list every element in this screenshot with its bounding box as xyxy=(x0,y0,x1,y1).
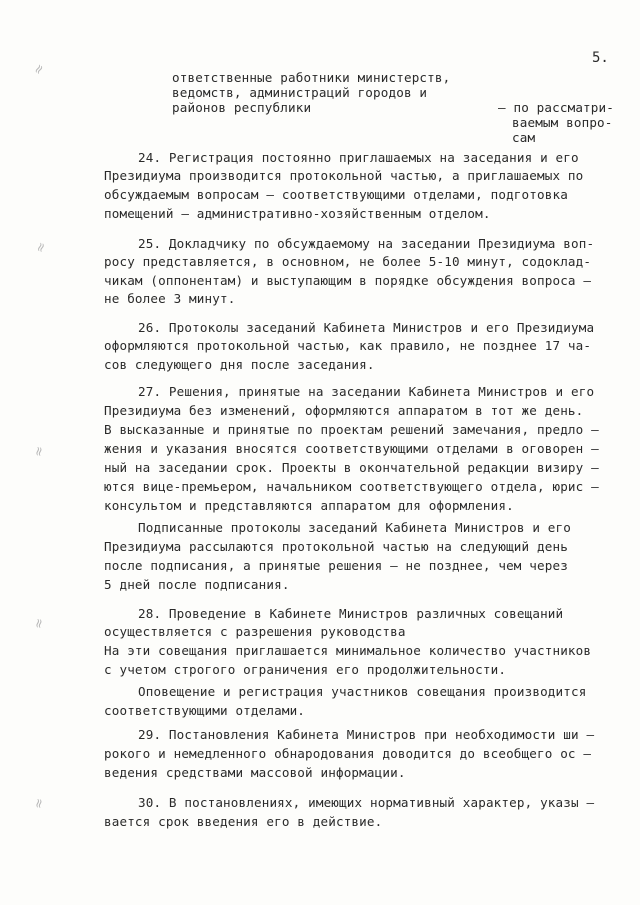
paragraph-27-line: 27. Решения, принятые на заседании Кабинета Министров и его xyxy=(138,384,595,399)
paragraph-29-line: рокого и немедленного обнародования доводится до всеобщего ос – xyxy=(104,746,592,761)
paragraph-27-line: консультом и представляются аппаратом для оформления. xyxy=(104,498,514,513)
paragraph-25-line: росу представляется, в основном, не более 5-10 минут, содоклад- xyxy=(104,254,592,269)
paragraph-28-continued-line: соответствующими отделами. xyxy=(104,703,306,718)
paragraph-27-line: Президиума без изменений, оформляются аппаратом в тот же день. xyxy=(104,403,584,418)
paragraph-25-line: чикам (оппонентам) и выступающим в порядке обсуждения вопроса – xyxy=(104,273,592,288)
paragraph-30-line: 30. В постановлениях, имеющих нормативный характер, указы – xyxy=(138,795,595,810)
paragraph-30-line: вается срок введения его в действие. xyxy=(104,814,383,829)
paragraph-24-line: помещений – административно-хозяйственным отделом. xyxy=(104,206,491,221)
paragraph-29-line: 29. Постановления Кабинета Министров при необходимости ши – xyxy=(138,727,595,742)
paragraph-27-continued-line: Президиума рассылаются протокольной частью на следующий день xyxy=(104,539,568,554)
paragraph-27-line: В высказанные и принятые по проектам решений замечания, предло – xyxy=(104,422,599,437)
header-line: ответственные работники министерств, xyxy=(172,70,451,85)
paragraph-24-line: Президиума производится протокольной частью, а приглашаемых по xyxy=(104,168,584,183)
margin-pencil-mark: ≈ xyxy=(31,616,48,631)
paragraph-27-continued-line: Подписанные протоколы заседаний Кабинета Министров и его xyxy=(138,520,571,535)
paragraph-25-line: не более 3 минут. xyxy=(104,291,236,306)
page-number: 5. xyxy=(592,50,609,66)
paragraph-28-line: осуществляется с разрешения руководства xyxy=(104,624,406,639)
paragraph-25-line: 25. Докладчику по обсуждаемому на заседании Президиума воп- xyxy=(138,236,595,251)
paragraph-26-line: оформляются протокольной частью, как правило, не позднее 17 ча- xyxy=(104,338,592,353)
paragraph-28-line: На эти совещания приглашается минимальное количество участников xyxy=(104,643,592,658)
paragraph-28-line: с учетом строгого ограничения его продолжительности. xyxy=(104,662,507,677)
paragraph-27-line: ются вице-премьером, начальником соответствующего отдела, юрис – xyxy=(104,479,599,494)
paragraph-28-line: 28. Проведение в Кабинете Министров различных совещаний xyxy=(138,606,564,621)
paragraph-28-continued-line: Оповещение и регистрация участников совещания производится xyxy=(138,684,587,699)
paragraph-27-continued-line: 5 дней после подписания. xyxy=(104,577,290,592)
paragraph-27-line: ный на заседании срок. Проекты в окончательной редакции визиру – xyxy=(104,460,599,475)
paragraph-24-line: обсуждаемым вопросам – соответствующими отделами, подготовка xyxy=(104,187,568,202)
header-side-note: ваемым вопро- xyxy=(512,115,613,130)
header-line: ведомств, администраций городов и xyxy=(172,85,428,100)
header-side-note: сам xyxy=(512,130,536,145)
paragraph-26-line: сов следующего дня после заседания. xyxy=(104,357,375,372)
paragraph-29-line: ведения средствами массовой информации. xyxy=(104,765,406,780)
margin-pencil-mark: ≈ xyxy=(31,796,48,811)
paragraph-27-line: жения и указания вносятся соответствующими отделами в оговорен – xyxy=(104,441,599,456)
paragraph-24-line: 24. Регистрация постоянно приглашаемых на заседания и его xyxy=(138,150,579,165)
margin-pencil-mark: ≈ xyxy=(30,61,49,78)
margin-pencil-mark: ≈ xyxy=(31,444,48,459)
margin-pencil-mark: ≈ xyxy=(32,239,51,256)
paragraph-26-line: 26. Протоколы заседаний Кабинета Министров и его Президиума xyxy=(138,320,595,335)
header-side-note: – по рассматри- xyxy=(498,100,614,115)
header-line: районов республики xyxy=(172,100,312,115)
paragraph-27-continued-line: после подписания, а принятые решения – не позднее, чем через xyxy=(104,558,568,573)
